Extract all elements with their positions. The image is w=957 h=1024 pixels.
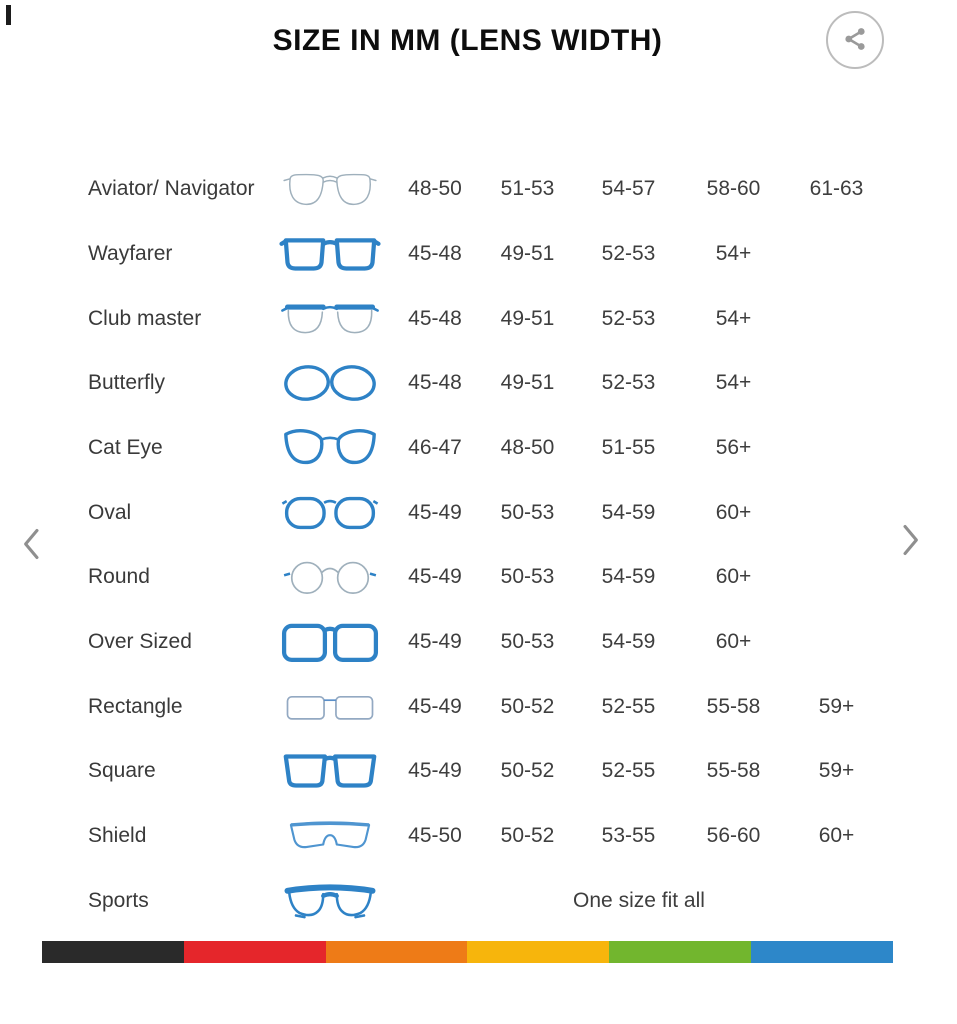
footer-color-stripe (42, 941, 893, 963)
size-cell: 59+ (818, 694, 855, 718)
table-row (42, 222, 893, 287)
size-cell: 54-59 (601, 630, 656, 654)
one-size-note: One size fit all (573, 888, 705, 912)
size-cell: 52-55 (601, 694, 656, 718)
stripe-segment (42, 941, 184, 963)
square-glasses-icon (275, 745, 385, 797)
stripe-segment (609, 941, 751, 963)
size-cell: 61-63 (809, 177, 864, 201)
size-cell: 45-49 (408, 565, 462, 589)
column-header-medium: Medium (570, 93, 687, 157)
shape-name-label: Round (88, 565, 150, 589)
table-row (42, 739, 893, 804)
size-cell: 53-55 (601, 824, 656, 848)
size-cell: 45-49 (408, 694, 462, 718)
size-cell: 45-50 (408, 824, 462, 848)
shape-name-label: Butterfly (88, 371, 166, 395)
table-row (42, 610, 893, 675)
size-cell: 45-49 (408, 500, 462, 524)
size-cell: 56-60 (706, 824, 761, 848)
size-cell: 55-58 (706, 694, 761, 718)
size-cell: 51-55 (601, 436, 656, 460)
size-cell: 46-47 (408, 436, 462, 460)
size-cell: 50-53 (500, 500, 555, 524)
table-row (42, 480, 893, 545)
shape-name-label: Rectangle (88, 694, 183, 718)
table-row (42, 868, 893, 933)
shape-name-label: Shield (88, 824, 147, 848)
cateye-glasses-icon (275, 422, 385, 474)
shape-name-label: Sports (88, 888, 149, 912)
size-cell: 60+ (715, 565, 752, 589)
chevron-left-icon (15, 525, 49, 566)
shape-name-label: Oval (88, 500, 132, 524)
table-row (42, 286, 893, 351)
size-cell: 58-60 (706, 177, 761, 201)
column-header-x-large: X-Large (797, 112, 876, 137)
size-cell: 54-57 (601, 177, 656, 201)
size-cell: 54+ (715, 306, 752, 330)
size-cell: 49-51 (500, 306, 555, 330)
size-cell: 49-51 (500, 371, 555, 395)
table-row (42, 416, 893, 481)
size-cell: 54-59 (601, 500, 656, 524)
size-cell: 52-53 (601, 242, 656, 265)
table-body (42, 157, 893, 933)
size-cell: 50-53 (500, 565, 555, 589)
table-row (42, 157, 893, 222)
stripe-segment (751, 941, 893, 963)
size-cell: 50-53 (500, 630, 555, 654)
column-header-large: Large (687, 93, 780, 157)
carousel-prev-button[interactable] (12, 523, 52, 567)
column-header-shape: Shape (275, 93, 385, 157)
shield-glasses-icon (275, 810, 385, 862)
shape-name-label: Club master (88, 306, 202, 330)
size-table (42, 93, 893, 933)
size-cell: 45-48 (408, 242, 462, 265)
size-cell: 48-50 (408, 177, 462, 201)
size-cell: 45-48 (408, 371, 462, 395)
size-cell: 60+ (818, 824, 855, 848)
stripe-segment (326, 941, 468, 963)
size-cell: 50-52 (500, 824, 555, 848)
table-header-row (42, 93, 893, 157)
size-cell: 54-59 (601, 565, 656, 589)
table-row (42, 351, 893, 416)
round-glasses-icon (275, 551, 385, 603)
size-cell: 45-49 (408, 759, 462, 783)
rectangle-glasses-icon (275, 681, 385, 733)
size-cell: 54+ (715, 242, 752, 265)
stripe-segment (184, 941, 326, 963)
sports-glasses-icon (275, 875, 385, 927)
size-cell: 59+ (818, 759, 855, 783)
oversized-glasses-icon (275, 616, 385, 668)
chevron-right-icon (893, 521, 927, 562)
size-cell: 55-58 (706, 759, 761, 783)
size-cell: 60+ (715, 630, 752, 654)
column-header-kids: Kids (385, 93, 485, 157)
size-cell: 56+ (715, 436, 752, 460)
size-cell: 45-48 (408, 306, 462, 330)
size-cell: 52-53 (601, 371, 656, 395)
butterfly-glasses-icon (275, 357, 385, 409)
corner-mark (6, 5, 11, 25)
shape-name-label: Square (88, 759, 156, 783)
table-row (42, 674, 893, 739)
page-title: SIZE IN MM (LENS WIDTH) (272, 24, 663, 57)
oval-glasses-icon (275, 487, 385, 539)
size-cell: 52-53 (601, 306, 656, 330)
size-cell: 52-55 (601, 759, 656, 783)
size-cell: 45-49 (408, 630, 462, 654)
shape-name-label: Over Sized (88, 630, 192, 654)
size-cell: 50-52 (500, 694, 555, 718)
shape-name-label: Aviator/ Navigator (88, 177, 255, 201)
table-row (42, 804, 893, 869)
table-row (42, 545, 893, 610)
share-icon (840, 24, 870, 57)
stripe-segment (467, 941, 609, 963)
size-cell: 54+ (715, 371, 752, 395)
column-header-shape-name: Shape Name (42, 93, 275, 157)
shape-name-label: Wayfarer (88, 242, 173, 265)
share-button[interactable] (826, 11, 884, 69)
size-cell: 51-53 (500, 177, 555, 201)
carousel-next-button[interactable] (890, 519, 930, 563)
size-cell: 48-50 (500, 436, 555, 460)
aviator-glasses-icon (275, 163, 385, 215)
size-cell: 60+ (715, 500, 752, 524)
wayfarer-glasses-icon (275, 228, 385, 280)
size-cell: 50-52 (500, 759, 555, 783)
shape-name-label: Cat Eye (88, 436, 163, 460)
clubmaster-glasses-icon (275, 293, 385, 345)
size-cell: 49-51 (500, 242, 555, 265)
column-header-small: Small (485, 93, 570, 157)
